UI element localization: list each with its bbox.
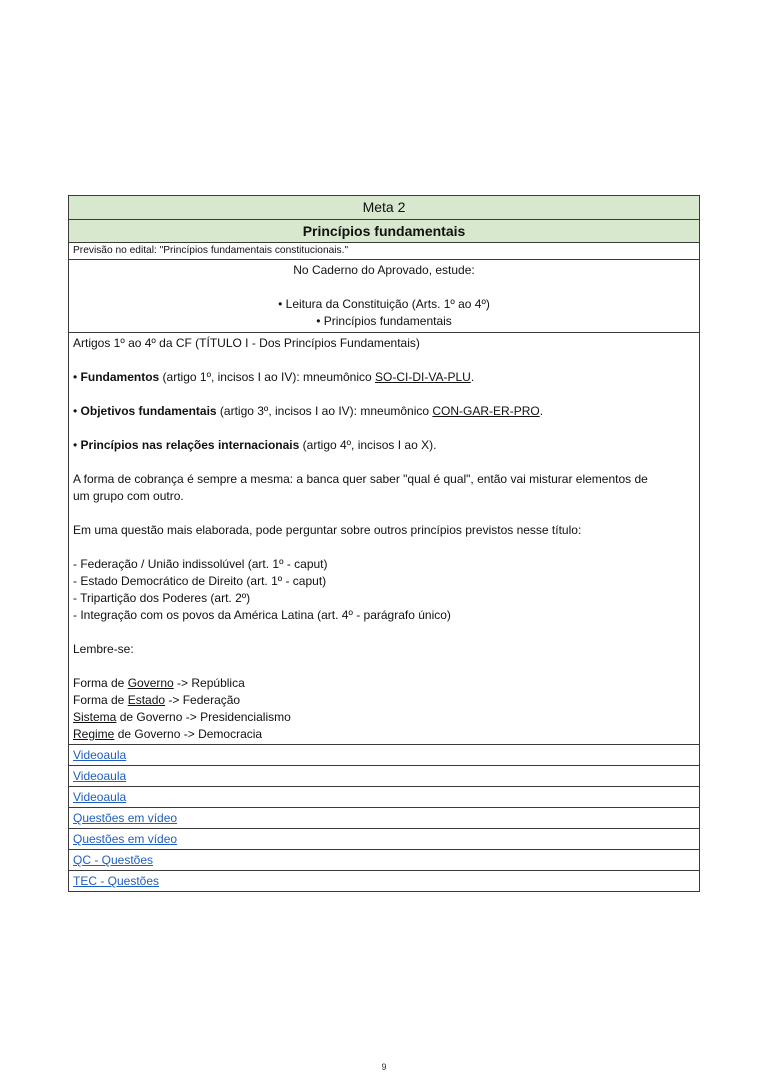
forma-estado-post: -> Federação <box>165 693 241 707</box>
link-row <box>69 849 699 870</box>
spacer <box>73 505 695 522</box>
period: . <box>539 404 544 418</box>
questao-line: Em uma questão mais elaborada, pode perguntar sobre outros princípios previstos nesse título: <box>73 523 582 537</box>
outros-item: - Federação / União indissolúvel (art. 1º - caput) <box>73 557 328 571</box>
forma-governo-line <box>73 675 695 692</box>
outros-item: - Tripartição dos Poderes (art. 2º) <box>73 591 251 605</box>
principios-label: Princípios nas relações internacionais <box>80 438 300 452</box>
objetivos-label: Objetivos fundamentais <box>80 404 217 418</box>
objetivos-text: (artigo 3º, incisos I ao IV): mneumônico <box>216 404 433 418</box>
spacer <box>73 624 695 641</box>
cobranca-line-2: um grupo com outro. <box>73 489 184 503</box>
caderno-section <box>69 259 699 332</box>
tec-questoes-link[interactable]: TEC - Questões <box>73 874 160 888</box>
lembre-line: Lembre-se: <box>73 642 134 656</box>
bullet: • <box>73 370 81 384</box>
questoes-video-link[interactable]: Questões em vídeo <box>73 832 178 846</box>
fundamentos-line <box>73 369 695 386</box>
spacer <box>73 454 695 471</box>
questoes-video-link[interactable]: Questões em vídeo <box>73 811 178 825</box>
sistema-post: de Governo -> Presidencialismo <box>116 710 291 724</box>
principios-line <box>73 437 695 454</box>
meta-label: Meta 2 <box>362 199 406 215</box>
spacer <box>73 539 695 556</box>
objetivos-line <box>73 403 695 420</box>
regime-post: de Governo -> Democracia <box>114 727 263 741</box>
forma-estado-pre: Forma de <box>73 693 128 707</box>
forma-estado-underlined: Estado <box>127 693 166 707</box>
fundamentos-mnemonic: SO-CI-DI-VA-PLU <box>375 370 471 384</box>
forma-governo-pre: Forma de <box>73 676 128 690</box>
edital-row <box>69 242 699 259</box>
forma-governo-post: -> República <box>173 676 245 690</box>
caderno-intro: No Caderno do Aprovado, estude: <box>293 263 475 277</box>
topic-title: Princípios fundamentais <box>302 223 466 239</box>
bullet: • <box>73 438 81 452</box>
study-table <box>68 195 700 892</box>
link-row <box>69 765 699 786</box>
videoaula-link[interactable]: Videoaula <box>73 790 127 804</box>
spacer <box>73 279 695 296</box>
fundamentos-label: Fundamentos <box>80 370 160 384</box>
spacer <box>73 658 695 675</box>
forma-estado-line <box>73 692 695 709</box>
spacer <box>73 386 695 403</box>
bullet: • <box>73 404 81 418</box>
link-row <box>69 870 699 891</box>
fundamentos-text: (artigo 1º, incisos I ao IV): mneumônico <box>159 370 376 384</box>
outros-item: - Integração com os povos da América Latina (art. 4º - parágrafo único) <box>73 608 451 622</box>
edital-text: Previsão no edital: "Princípios fundamentais constitucionais." <box>73 245 349 256</box>
link-row <box>69 744 699 765</box>
period: . <box>470 370 475 384</box>
videoaula-link[interactable]: Videoaula <box>73 748 127 762</box>
videoaula-link[interactable]: Videoaula <box>73 769 127 783</box>
regime-line <box>73 726 695 743</box>
sistema-line <box>73 709 695 726</box>
topic-title-row <box>69 219 699 242</box>
sistema-underlined: Sistema <box>73 710 117 724</box>
page-number: 9 <box>381 1062 387 1072</box>
content-heading: Artigos 1º ao 4º da CF (TÍTULO I - Dos Princípios Fundamentais) <box>73 336 420 350</box>
objetivos-mnemonic: CON-GAR-ER-PRO <box>432 404 540 418</box>
qc-questoes-link[interactable]: QC - Questões <box>73 853 154 867</box>
principios-text: (artigo 4º, incisos I ao X). <box>299 438 437 452</box>
caderno-item-leitura: • Leitura da Constituição (Arts. 1º ao 4º) <box>278 297 490 311</box>
cobranca-line-1: A forma de cobrança é sempre a mesma: a banca quer saber "qual é qual", então vai misturar elementos de <box>73 472 648 486</box>
spacer <box>73 420 695 437</box>
meta-header <box>69 196 699 219</box>
link-row <box>69 786 699 807</box>
regime-underlined: Regime <box>73 727 115 741</box>
spacer <box>73 352 695 369</box>
caderno-item-principios: • Princípios fundamentais <box>316 314 452 328</box>
link-row <box>69 807 699 828</box>
forma-governo-underlined: Governo <box>127 676 174 690</box>
content-section <box>69 332 699 744</box>
link-row <box>69 828 699 849</box>
outros-item: - Estado Democrático de Direito (art. 1º - caput) <box>73 574 327 588</box>
